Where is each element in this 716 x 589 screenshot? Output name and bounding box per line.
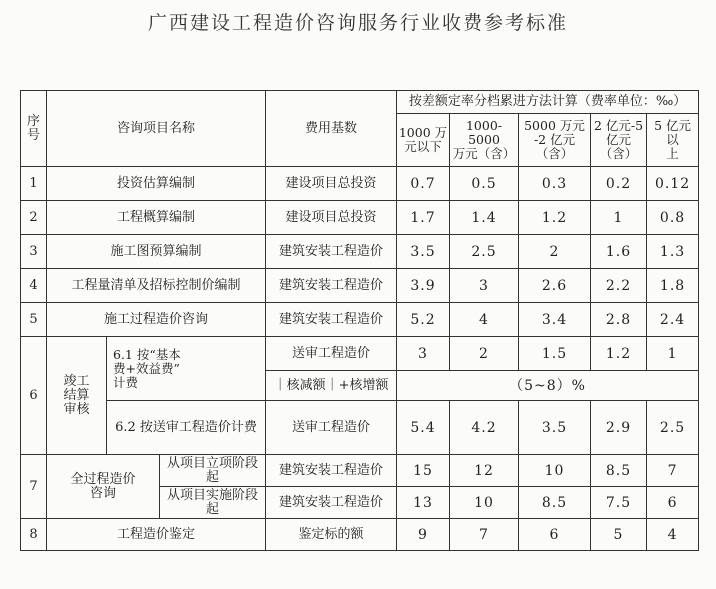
- item-name: 工程造价鉴定: [47, 519, 266, 551]
- rate-cell: （5~8）%: [397, 371, 699, 401]
- rate-cell: 7.5: [591, 487, 647, 519]
- rate-cell: 0.2: [591, 167, 647, 201]
- rate-cell: 6: [519, 519, 591, 551]
- row-number: 5: [21, 303, 47, 337]
- table-row: [21, 235, 699, 269]
- rate-cell: 4.2: [450, 401, 519, 455]
- rate-cell: 2.5: [450, 235, 519, 269]
- rate-cell: 6: [647, 487, 699, 519]
- rate-cell: 2: [450, 337, 519, 371]
- rate-cell: 1.5: [519, 337, 591, 371]
- fee-basis: 建筑安装工程造价: [266, 455, 397, 487]
- fee-basis: 送审工程造价: [266, 401, 397, 455]
- subitem-label: 6.1 按“基本 费+效益费” 计费: [107, 337, 266, 401]
- header-row: [21, 91, 699, 114]
- rate-cell: 10: [450, 487, 519, 519]
- rate-cell: 12: [450, 455, 519, 487]
- rate-cell: 7: [450, 519, 519, 551]
- rate-cell: 10: [519, 455, 591, 487]
- rate-cell: 3.5: [397, 235, 450, 269]
- table-row: [21, 303, 699, 337]
- tier-header: 5 亿元 以 上: [647, 114, 699, 167]
- header-seq: 序 号: [21, 91, 47, 167]
- fee-basis: 鉴定标的额: [266, 519, 397, 551]
- rate-cell: 3.5: [519, 401, 591, 455]
- table-row: [21, 455, 699, 487]
- item-name: 工程量清单及招标控制价编制: [47, 269, 266, 303]
- rate-cell: 1: [647, 337, 699, 371]
- rate-cell: 1.8: [647, 269, 699, 303]
- rate-cell: 3: [397, 337, 450, 371]
- fee-basis: 建筑安装工程造价: [266, 235, 397, 269]
- item-name: 工程概算编制: [47, 201, 266, 235]
- subitem-label: 6.2 按送审工程造价计费: [107, 401, 266, 455]
- item-name: 投资估算编制: [47, 167, 266, 201]
- rate-cell: 0.12: [647, 167, 699, 201]
- header-method: 按差额定率分档累进方法计算（费率单位：‰）: [397, 91, 699, 114]
- rate-cell: 4: [450, 303, 519, 337]
- row-number: 8: [21, 519, 47, 551]
- table-row: [21, 201, 699, 235]
- rate-cell: 15: [397, 455, 450, 487]
- rate-cell: 2: [519, 235, 591, 269]
- rate-cell: 3: [450, 269, 519, 303]
- rate-cell: 0.3: [519, 167, 591, 201]
- rate-cell: 1.2: [591, 337, 647, 371]
- header-item: 咨询项目名称: [47, 91, 266, 167]
- tier-header: 1000 万 元以下: [397, 114, 450, 167]
- rate-cell: 5: [591, 519, 647, 551]
- rate-cell: 5.2: [397, 303, 450, 337]
- row-number: 7: [21, 455, 47, 519]
- rate-cell: 3.9: [397, 269, 450, 303]
- group-label: 全过程造价 咨询: [47, 455, 160, 519]
- item-name: 施工过程造价咨询: [47, 303, 266, 337]
- row-number: 2: [21, 201, 47, 235]
- rate-cell: 9: [397, 519, 450, 551]
- fee-basis: 建设项目总投资: [266, 167, 397, 201]
- header-basis: 费用基数: [266, 91, 397, 167]
- rate-cell: 2.2: [591, 269, 647, 303]
- rate-cell: 1.6: [591, 235, 647, 269]
- rate-cell: 2.5: [647, 401, 699, 455]
- subitem-label: 从项目实施阶段起: [160, 487, 266, 519]
- row-number: 6: [21, 337, 47, 455]
- rate-cell: 1.2: [519, 201, 591, 235]
- tier-header: 2 亿元-5 亿元 （含）: [591, 114, 647, 167]
- table-row: [21, 269, 699, 303]
- fee-basis: 建筑安装工程造价: [266, 269, 397, 303]
- fee-basis: 建设项目总投资: [266, 201, 397, 235]
- rate-cell: 7: [647, 455, 699, 487]
- rate-cell: 1: [591, 201, 647, 235]
- item-name: 施工图预算编制: [47, 235, 266, 269]
- table-row: [21, 167, 699, 201]
- rate-cell: 8.5: [519, 487, 591, 519]
- subitem-label: 从项目立项阶段起: [160, 455, 266, 487]
- rate-cell: 3.4: [519, 303, 591, 337]
- row-number: 3: [21, 235, 47, 269]
- page-title: 广西建设工程造价咨询服务行业收费参考标准: [147, 12, 568, 34]
- tier-header: 5000 万元 -2 亿元 （含）: [519, 114, 591, 167]
- rate-cell: 2.8: [591, 303, 647, 337]
- table-row: [21, 401, 699, 455]
- rate-cell: 2.6: [519, 269, 591, 303]
- fee-basis: 建筑安装工程造价: [266, 487, 397, 519]
- rate-cell: 1.3: [647, 235, 699, 269]
- fee-basis: 建筑安装工程造价: [266, 303, 397, 337]
- rate-cell: 2.4: [647, 303, 699, 337]
- table-row: [21, 337, 699, 371]
- rate-cell: 0.7: [397, 167, 450, 201]
- rate-cell: 8.5: [591, 455, 647, 487]
- rate-cell: 13: [397, 487, 450, 519]
- rate-cell: 0.8: [647, 201, 699, 235]
- rate-cell: 0.5: [450, 167, 519, 201]
- table-row: [21, 519, 699, 551]
- rate-cell: 1.4: [450, 201, 519, 235]
- rate-cell: 4: [647, 519, 699, 551]
- rate-cell: 2.9: [591, 401, 647, 455]
- fee-table: [20, 90, 699, 551]
- rate-cell: 5.4: [397, 401, 450, 455]
- fee-basis: ｜核减额｜+核增额: [266, 371, 397, 401]
- row-number: 1: [21, 167, 47, 201]
- fee-basis: 送审工程造价: [266, 337, 397, 371]
- tier-header: 1000-5000 万元（含）: [450, 114, 519, 167]
- row-number: 4: [21, 269, 47, 303]
- rate-cell: 1.7: [397, 201, 450, 235]
- group-label: 竣工 结算 审核: [47, 337, 107, 455]
